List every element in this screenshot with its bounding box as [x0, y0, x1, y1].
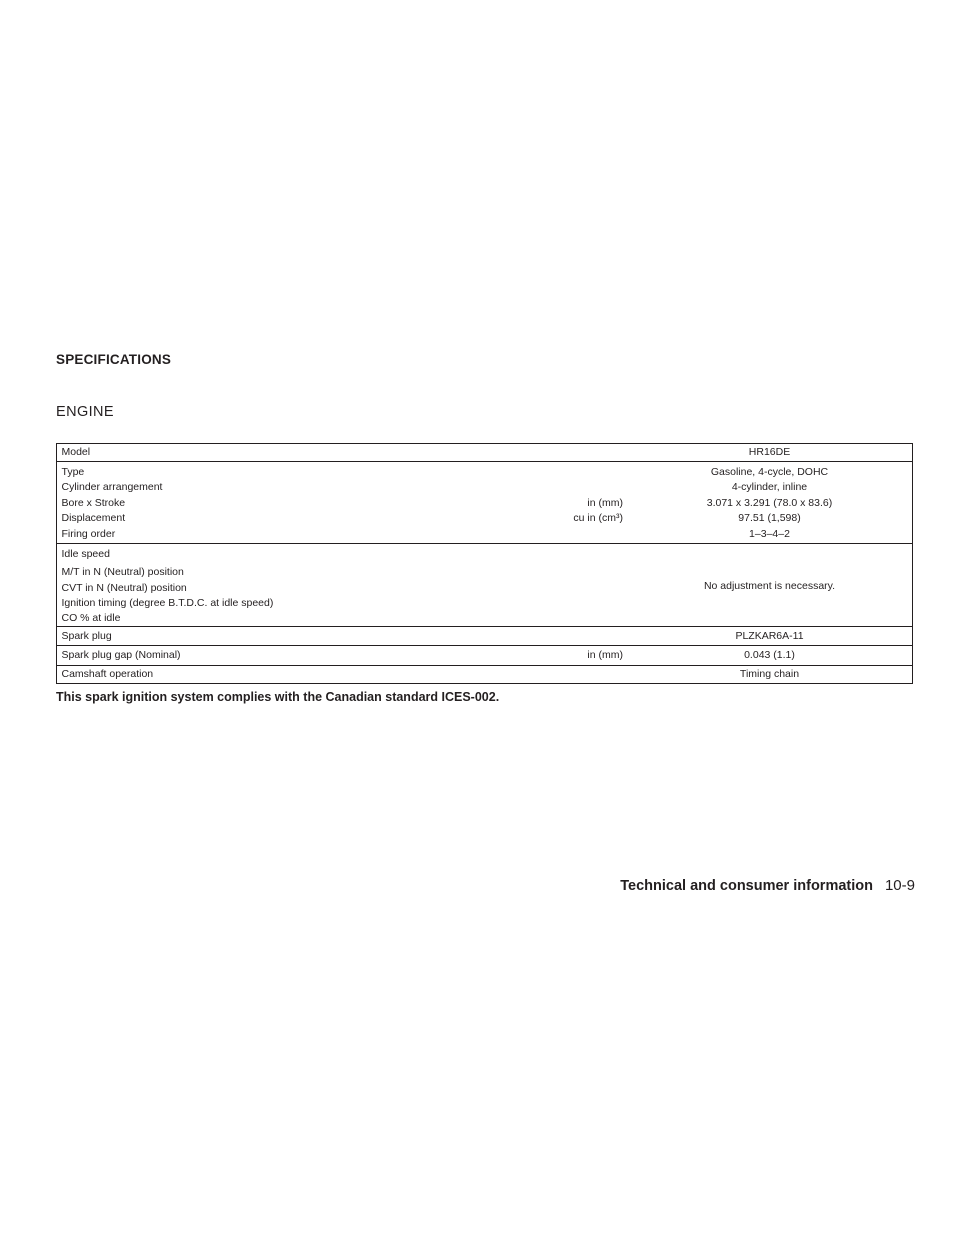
compliance-note: This spark ignition system complies with the Canadian standard ICES-002. [56, 690, 500, 704]
row-label: CO % at idle [61, 612, 121, 625]
row-value: 4-cylinder, inline [731, 481, 808, 493]
row-label: Camshaft operation [61, 668, 154, 681]
row-label: Ignition timing (degree B.T.D.C. at idle speed) [61, 596, 274, 609]
row-value: Gasoline, 4-cycle, DOHC [710, 465, 829, 478]
row-unit [493, 480, 623, 496]
row-label: Displacement [61, 512, 126, 524]
row-label: Spark plug gap (Nominal) [61, 649, 181, 661]
footer-section-title: Technical and consumer information [620, 878, 873, 894]
row-value: 97.51 (1,598) [738, 512, 801, 524]
idle-value: No adjustment is necessary. [703, 579, 836, 592]
table-row [57, 496, 912, 512]
row-label: Cylinder arrangement [61, 481, 163, 493]
page-footer [620, 877, 915, 895]
table-row [57, 480, 912, 496]
table-group-idle [57, 543, 912, 626]
table-row-spark-plug [57, 626, 912, 645]
row-value: 3.071 x 3.291 (78.0 x 83.6) [706, 496, 833, 509]
row-label: Type [61, 465, 85, 478]
section-title: SPECIFICATIONS [56, 352, 172, 367]
table-row-camshaft [57, 665, 912, 684]
table-group-general [57, 461, 912, 543]
header-value: HR16DE [748, 446, 791, 459]
row-unit [493, 465, 623, 481]
row-label: Idle speed [61, 547, 110, 560]
page-number: 10-9 [884, 877, 915, 894]
row-label: CVT in N (Neutral) position [61, 581, 187, 594]
row-label: Firing order [61, 527, 116, 540]
table-row [57, 527, 912, 543]
row-unit: in (mm) [587, 649, 623, 661]
table-row [57, 511, 912, 527]
row-unit: cu in (cm³) [573, 512, 623, 524]
row-value: 0.043 (1.1) [744, 649, 795, 661]
row-unit [493, 527, 623, 543]
row-label: M/T in N (Neutral) position [61, 566, 184, 579]
row-label: Bore x Stroke [61, 496, 126, 509]
table-row [57, 465, 912, 481]
table-header-row [57, 444, 912, 461]
row-value: PLZKAR6A-11 [735, 629, 804, 642]
idle-labels [57, 544, 623, 627]
row-value: Timing chain [739, 668, 800, 681]
row-unit: in (mm) [587, 496, 623, 509]
engine-spec-table [56, 443, 913, 684]
row-value: 1–3–4–2 [749, 527, 790, 540]
subsection-title: ENGINE [56, 404, 114, 420]
header-label: Model [61, 446, 91, 459]
row-label: Spark plug [61, 629, 112, 642]
table-row-spark-plug-gap [57, 645, 912, 665]
